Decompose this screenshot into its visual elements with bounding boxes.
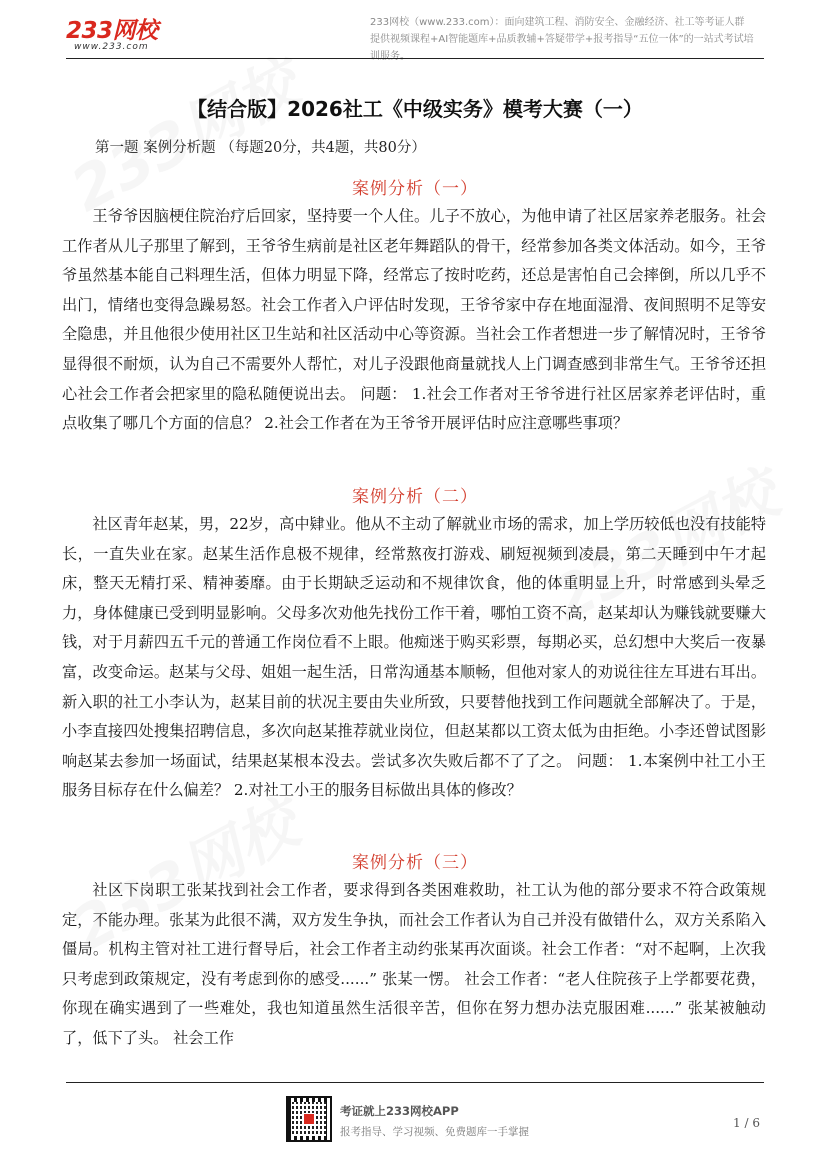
header-divider bbox=[66, 58, 764, 59]
header-line-1: 233网校（www.233.com）：面向建筑工程、消防安全、金融经济、社工等考证人群 bbox=[370, 17, 745, 28]
footer-app-title: 考证就上233网校APP bbox=[340, 1104, 459, 1118]
logo-text: 233网校 bbox=[66, 18, 158, 44]
case-body-1: 王爷爷因脑梗住院治疗后回家，坚持要一个人住。儿子不放心，为他申请了社区居家养老服务。社会工作者从儿子那里了解到，王爷爷生病前是社区老年舞蹈队的骨干，经常参加各类文体活动。如今，王爷爷虽然基本能自己料理生活，但体力明显下降，经常忘了按时吃药，还总是害怕自己会摔倒，所以几乎不出门，情绪也变得急躁易怒。社会工作者入户评估时发现，王爷爷家中存在地面湿滑、夜间照明不足等安全隐患，并且他很少使用社区卫生站和社区活动中心等资源。当社会工作者想进一步了解情况时，王爷爷显得很不耐烦，认为自己不需要外人帮忙，对儿子没跟他商量就找人上门调查感到非常生气。王爷爷还担心社会工作者会把家里的隐私随便说出去。 问题： 1.社会工作者对王爷爷进行社区居家养老评估时，重点收集了哪几个方面的信息？ 2.社会工作者在为王爷爷开展评估时应注意哪些事项？ bbox=[62, 207, 766, 433]
case-heading-2: 案例分析（二） bbox=[352, 487, 478, 507]
case-body-3: 社区下岗职工张某找到社会工作者，要求得到各类困难救助，社工认为他的部分要求不符合政策规定，不能办理。张某为此很不满，双方发生争执，而社会工作者认为自己并没有做错什么，双方关系陷入僵局。机构主管对社工进行督导后，社会工作者主动约张某再次面谈。社会工作者：“对不起啊，上次我只考虑到政策规定，没有考虑到你的感受......” 张某一愣。 社会工作者：“老人住院孩子上学都要花费，你现在确实遇到了一些难处，我也知道虽然生活很辛苦，但你在努力想办法克服困难......” 张某被触动了，低下了头。 社会工作 bbox=[62, 881, 766, 1047]
case-heading-3: 案例分析（三） bbox=[352, 853, 478, 873]
brand-logo[interactable] bbox=[66, 12, 158, 52]
section-intro: 第一题 案例分析题 （每题20分，共4题，共80分） bbox=[95, 140, 426, 156]
qr-code-icon[interactable] bbox=[286, 1096, 332, 1142]
case-body-2: 社区青年赵某，男，22岁，高中肄业。他从不主动了解就业市场的需求，加上学历较低也没有技能特长，一直失业在家。赵某生活作息极不规律，经常熬夜打游戏、刷短视频到凌晨，第二天睡到中午才起床，整天无精打采、精神萎靡。由于长期缺乏运动和不规律饮食，他的体重明显上升，时常感到头晕乏力，身体健康已受到明显影响。父母多次劝他先找份工作干着，哪怕工资不高，赵某却认为赚钱就要赚大钱，对于月薪四五千元的普通工作岗位看不上眼。他痴迷于购买彩票，每期必买，总幻想中大奖后一夜暴富，改变命运。赵某与父母、姐姐一起生活，日常沟通基本顺畅，但他对家人的劝说往往左耳进右耳出。 新入职的社工小李认为，赵某目前的状况主要由失业所致，只要替他找到工作问题就全部解决了。于是，小李直接四处搜集招聘信息，多次向赵某推荐就业岗位，但赵某都以工资太低为由拒绝。小李还曾试图影响赵某去参加一场面试，结果赵某根本没去。尝试多次失败后都不了了之。 问题： 1.本案例中社工小王服务目标存在什么偏差？ 2.对社工小王的服务目标做出具体的修改？ bbox=[62, 515, 766, 800]
case-heading-1: 案例分析（一） bbox=[352, 179, 478, 199]
footer-app-subtitle: 报考指导、学习视频、免费题库一手掌握 bbox=[340, 1126, 529, 1138]
footer-divider bbox=[66, 1082, 764, 1083]
header-line-2: 提供视频课程+AI智能题库+品质教辅+答疑带学+报考指导“五位一体”的一站式考试培训服务。 bbox=[370, 34, 754, 62]
document-title: 【结合版】2026社工《中级实务》模考大赛（一） bbox=[187, 97, 643, 121]
qr-brand-mark bbox=[303, 1113, 315, 1125]
page-number: 1 / 6 bbox=[733, 1116, 760, 1130]
watermark bbox=[54, 37, 311, 228]
logo-url: www.233.com bbox=[74, 42, 149, 52]
page-header bbox=[0, 0, 830, 60]
